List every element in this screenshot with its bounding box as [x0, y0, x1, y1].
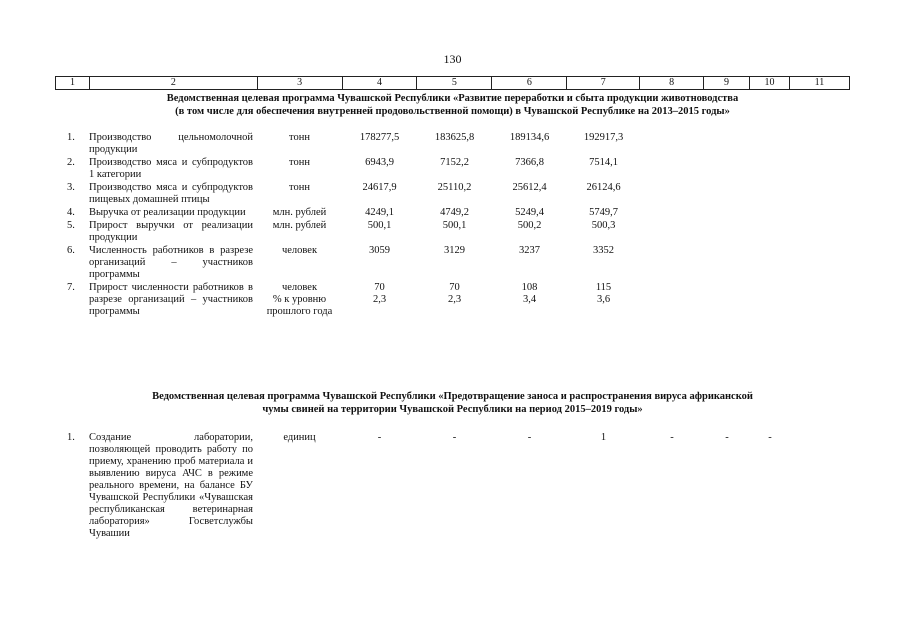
value-col-9 — [704, 157, 750, 182]
value-col-4: 3059 — [369, 245, 390, 256]
col-8-header: 8 — [640, 77, 704, 90]
unit-of-measure: тонн — [289, 132, 310, 143]
row-number: 1. — [67, 432, 75, 443]
section-1-title — [55, 92, 850, 118]
value-col-7: 115 3,6 — [595, 282, 612, 305]
value-col-10 — [750, 220, 790, 245]
value-col-8: - — [670, 432, 674, 443]
row-number: 3. — [67, 182, 75, 193]
value-col-10 — [750, 132, 790, 157]
column-header-row — [55, 76, 850, 90]
unit-of-measure: млн. рублей — [272, 220, 327, 231]
table-row — [55, 432, 850, 540]
value-col-5: 3129 — [444, 245, 465, 256]
value-col-8 — [640, 282, 704, 319]
value-col-11 — [790, 132, 850, 157]
value-col-5: 500,1 — [442, 220, 467, 231]
value-col-6: 5249,4 — [515, 207, 544, 218]
value-col-11 — [790, 245, 850, 282]
row-number: 2. — [67, 157, 75, 168]
value-col-6: - — [527, 432, 532, 443]
value-col-7: 26124,6 — [586, 182, 621, 193]
value-col-8 — [640, 245, 704, 282]
value-col-9: - — [725, 432, 729, 443]
col-4-header: 4 — [342, 77, 417, 90]
section-2-table — [55, 432, 850, 540]
value-col-7: 7514,1 — [589, 157, 618, 168]
section-1-title-line-2: (в том числе для обеспечения внутренней продовольственной помощи) в Чувашской Республике на 2013–2015 годы» — [175, 106, 730, 117]
value-col-11 — [790, 282, 850, 319]
value-col-9 — [704, 182, 750, 207]
value-col-4: - — [377, 432, 382, 443]
value-col-5: 4749,2 — [440, 207, 469, 218]
col-3-header: 3 — [257, 77, 342, 90]
value-col-7: 500,3 — [591, 220, 616, 231]
section-2-title-line-2: чумы свиней на территории Чувашской Республики на период 2015–2019 годы» — [262, 404, 643, 415]
value-col-5: 70 2,3 — [447, 282, 462, 305]
value-col-7: 192917,3 — [583, 132, 624, 143]
section-1-table — [55, 132, 850, 319]
unit-of-measure: тонн — [289, 182, 310, 193]
table-row — [55, 182, 850, 207]
indicator-name: Создание лаборатории, позволяющей проводить работу по приему, хранению проб материала и выявлению вируса АЧС в режиме реального времени, на балансе БУ Чувашской Республики «Чувашская республиканская ветеринарная лаборатория» Госветслужбы Чувашии — [89, 432, 253, 539]
value-col-4: 24617,9 — [362, 182, 397, 193]
value-col-8 — [640, 132, 704, 157]
section-2-title-line-1: Ведомственная целевая программа Чувашской Республики «Предотвращение заноса и распространения вируса африканской — [152, 391, 753, 402]
value-col-8 — [640, 220, 704, 245]
value-col-7: 3352 — [593, 245, 614, 256]
value-col-11 — [790, 432, 850, 540]
row-number: 7. — [67, 282, 75, 293]
table-row — [55, 220, 850, 245]
row-number: 6. — [67, 245, 75, 256]
value-col-7: 1 — [600, 432, 607, 443]
value-col-10 — [750, 207, 790, 220]
value-col-5: 183625,8 — [434, 132, 475, 143]
value-col-8 — [640, 157, 704, 182]
indicator-name: Производство мяса и субпродуктов пищевых домашней птицы — [89, 182, 253, 205]
unit-of-measure: человек — [281, 245, 318, 256]
value-col-4: 178277,5 — [359, 132, 400, 143]
value-col-9 — [704, 220, 750, 245]
col-1-header: 1 — [56, 77, 90, 90]
indicator-name: Производство цельномолочной продукции — [89, 132, 253, 155]
value-col-9 — [704, 245, 750, 282]
value-col-11 — [790, 157, 850, 182]
value-col-5: 25110,2 — [437, 182, 472, 193]
indicator-name: Выручка от реализации продукции — [89, 207, 246, 218]
table-row — [55, 207, 850, 220]
col-5-header: 5 — [417, 77, 492, 90]
unit-of-measure: человек % к уровню прошлого года — [266, 282, 333, 317]
indicator-name: Численность работников в разрезе организаций – участников программы — [89, 245, 253, 280]
value-col-10: - — [768, 432, 772, 443]
value-col-9 — [704, 282, 750, 319]
value-col-9 — [704, 207, 750, 220]
col-10-header: 10 — [750, 77, 790, 90]
table-row — [55, 157, 850, 182]
value-col-11 — [790, 182, 850, 207]
table-row — [55, 282, 850, 319]
value-col-11 — [790, 220, 850, 245]
value-col-8 — [640, 207, 704, 220]
value-col-6: 25612,4 — [512, 182, 547, 193]
value-col-6: 108 3,4 — [521, 282, 538, 305]
indicator-name: Прирост выручки от реализации продукции — [89, 220, 253, 243]
value-col-10 — [750, 157, 790, 182]
value-col-10 — [750, 282, 790, 319]
col-11-header: 11 — [789, 77, 849, 90]
value-col-9 — [704, 132, 750, 157]
value-col-6: 189134,6 — [509, 132, 550, 143]
table-row — [55, 132, 850, 157]
value-col-6: 7366,8 — [515, 157, 544, 168]
unit-of-measure: млн. рублей — [272, 207, 327, 218]
row-number: 5. — [67, 220, 75, 231]
value-col-4: 500,1 — [367, 220, 392, 231]
value-col-4: 6943,9 — [365, 157, 394, 168]
col-6-header: 6 — [492, 77, 567, 90]
row-number: 1. — [67, 132, 75, 143]
col-9-header: 9 — [704, 77, 750, 90]
indicator-name: Прирост численности работников в разрезе организаций – участников программы — [89, 282, 253, 317]
unit-of-measure: тонн — [289, 157, 310, 168]
indicator-name: Производство мяса и субпродуктов 1 категории — [89, 157, 253, 180]
row-number: 4. — [67, 207, 75, 218]
value-col-4: 70 2,3 — [372, 282, 387, 305]
value-col-10 — [750, 182, 790, 207]
unit-of-measure: единиц — [283, 432, 316, 443]
table-row — [55, 245, 850, 282]
value-col-6: 500,2 — [517, 220, 542, 231]
value-col-5: 7152,2 — [440, 157, 469, 168]
value-col-11 — [790, 207, 850, 220]
value-col-10 — [750, 245, 790, 282]
value-col-6: 3237 — [519, 245, 540, 256]
value-col-5: - — [452, 432, 457, 443]
col-2-header: 2 — [89, 77, 257, 90]
value-col-4: 4249,1 — [365, 207, 394, 218]
value-col-8 — [640, 182, 704, 207]
section-2-title — [55, 390, 850, 416]
col-7-header: 7 — [567, 77, 640, 90]
section-1-title-line-1: Ведомственная целевая программа Чувашской Республики «Развитие переработки и сбыта продукции животноводства — [166, 93, 739, 104]
value-col-7: 5749,7 — [589, 207, 618, 218]
page-number: 130 — [443, 52, 462, 66]
